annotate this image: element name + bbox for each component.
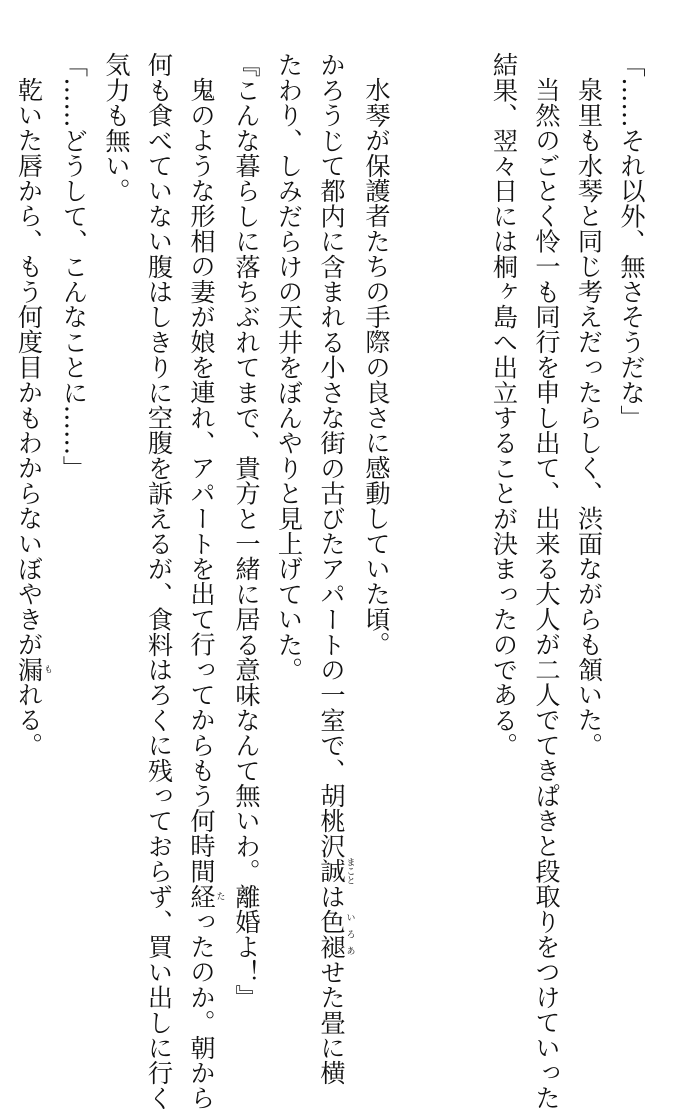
ruby-ta: 経た [187, 883, 225, 909]
text-line-4: 結果、翌々日には桐ヶ島へ出立することが決まったのである。 [489, 52, 519, 758]
text-line-3: 当然のごとく怜一も同行を申し出て、出来る大人が二人でてきぱきと段取りをつけていった [532, 77, 561, 1110]
text-line-9: たわり、しみだらけの天井をぼんやりと見上げていた。 [274, 52, 304, 682]
text-line-2: 泉里も水琴と同じ考えだったらしく、渋面ながらも頷いた。 [574, 77, 604, 758]
text-line-8 [310, 52, 355, 1086]
text-segment: ったのか。朝から [187, 908, 216, 1110]
text-line-11 [180, 52, 225, 1110]
text-line-7: 水琴が保護者たちの手際の良さに感動していた頃。 [362, 77, 391, 657]
ruby-makoto: 誠まこと [317, 857, 355, 885]
blank-line [397, 52, 440, 972]
text-segment: 鬼のような形相の妻が娘を連れ、アパートを出て行ってからもう何時間 [187, 77, 216, 884]
text-line-15 [7, 52, 52, 972]
vertical-text-body [0, 52, 652, 1110]
text-line-16 [0, 52, 7, 972]
blank-line [440, 52, 483, 972]
ruby-mo: 漏も [14, 656, 52, 682]
text-line-14: 「……どうして、こんなことに……」 [59, 52, 89, 481]
text-segment: 乾いた唇から、もう何度目かもわからないぼやきが [14, 77, 44, 657]
text-line-13: 気力も無い。 [102, 52, 131, 204]
text-segment: は [317, 883, 346, 909]
text-segment: れる。 [14, 682, 44, 758]
text-line-10: 『こんな暮らしに落ちぶれてまで、貴方と一緒に居る意味なんて無いわ。離婚よ！』 [232, 52, 261, 1010]
text-segment: かろうじて都内に含まれる小さな街の古びたアパートの一室で、胡桃沢 [317, 52, 346, 859]
text-line-1: 「……それ以外、無さそうだな」 [617, 52, 646, 430]
text-line-12: 何も食べていない腹はしきりに空腹を訴えるが、食料はろくに残っておらず、買い出しに行く [144, 52, 174, 1110]
ruby-iroa: 色褪いろあ [317, 908, 355, 960]
text-segment: せた畳に横 [317, 959, 346, 1086]
